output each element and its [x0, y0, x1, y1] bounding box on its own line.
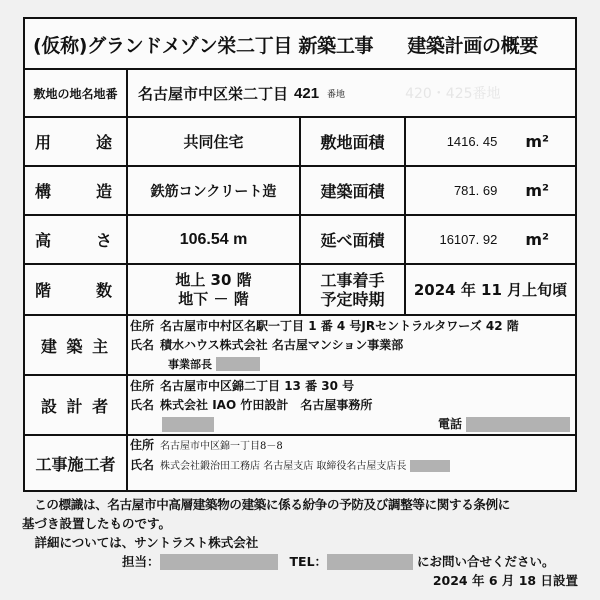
use-label-a: 用 [35, 133, 52, 152]
site-value [128, 70, 575, 116]
floors-above: 地上 30 階 [175, 270, 252, 289]
contractor-address-key: 住所 [130, 438, 155, 452]
site-covered-text: 420・425番地 [405, 86, 501, 102]
structure-label [25, 167, 126, 214]
site-lot-suffix: 番地 [327, 89, 346, 100]
redacted-designer-representative [162, 417, 214, 432]
floors-below: 地下 － 階 [178, 289, 249, 308]
use-label-b: 途 [95, 133, 112, 152]
owner-name-key: 氏名 [130, 337, 155, 352]
site-label: 敷地の地名地番 [33, 86, 118, 101]
designer-address: 名古屋市中区錦二丁目 13 番 30 号 [160, 378, 355, 393]
schedule-label-line1: 工事着手 [320, 270, 385, 290]
inquiry-text: にお問い合せください。 [417, 554, 555, 569]
building-area-label: 建築面積 [320, 182, 385, 201]
owner-name: 積水ハウス株式会社 名古屋マンション事業部 [160, 337, 404, 352]
structure-label-b: 造 [95, 182, 112, 201]
contractor-address: 名古屋市中区錦一丁目8－8 [160, 441, 283, 452]
site-address: 名古屋市中区栄二丁目 [138, 84, 289, 103]
designer-name-key: 氏名 [130, 397, 155, 412]
contractor-label: 工事施工者 [35, 454, 116, 474]
owner-title: 事業部長 [168, 357, 212, 371]
contractor-name: 株式会社鍛治田工務店 名古屋支店 取締役名古屋支店長 [160, 461, 407, 472]
height-value: 106.54 m [179, 230, 248, 248]
structure-label-a: 構 [35, 182, 52, 201]
designer-label: 設 計 者 [40, 396, 111, 416]
use-label [25, 118, 126, 165]
owner-address-key: 住所 [130, 318, 155, 333]
project-name: (仮称)グランドメゾン栄二丁目 新築工事 [33, 35, 374, 57]
redacted-contractor-representative [410, 460, 450, 472]
ordinance-notice [22, 495, 582, 590]
site-area-value: 1416. 45 [446, 134, 498, 149]
building-area-value-cell [406, 167, 575, 214]
site-area-label: 敷地面積 [320, 133, 385, 152]
total-floor-area-label: 延べ面積 [320, 231, 385, 250]
contractor-name-key: 氏名 [130, 458, 155, 472]
floors-label-a: 階 [35, 281, 52, 300]
owner-details [130, 316, 575, 374]
designer-address-key: 住所 [130, 378, 155, 393]
notice-line1: この標識は、名古屋市中高層建築物の建築に係る紛争の予防及び調整等に関する条例に [22, 497, 511, 512]
height-label [25, 216, 126, 263]
schedule-label [301, 265, 404, 314]
floors-label-b: 数 [95, 281, 112, 300]
designer-details [130, 376, 575, 434]
contact-person-label: 担当： [122, 554, 160, 569]
contractor-details [130, 436, 575, 476]
total-floor-area-value-cell [406, 216, 575, 263]
owner-address: 名古屋市中村区名駅一丁目 1 番 4 号JRセントラルタワーズ 42 階 [160, 318, 519, 333]
plan-summary-table [23, 17, 577, 492]
total-floor-area-unit: m² [525, 230, 549, 249]
schedule-label-line2: 予定時期 [320, 289, 385, 309]
building-area-value: 781. 69 [453, 183, 498, 198]
floors-label [25, 265, 126, 314]
redacted-contact-person [160, 554, 278, 570]
designer-phone-label: 電話 [437, 416, 462, 431]
installation-date: 2024 年 6 月 18 日設置 [432, 573, 578, 588]
redacted-designer-phone [466, 417, 570, 432]
schedule-value: 2024 年 11 月上旬頃 [413, 281, 568, 299]
site-lot-number: 421 [294, 84, 320, 102]
owner-label: 建 築 主 [40, 336, 111, 356]
total-floor-area-value: 16107. 92 [439, 232, 498, 247]
tel-label: TEL： [289, 554, 328, 569]
redacted-owner-representative [216, 357, 260, 371]
designer-name: 株式会社 IAO 竹田設計 名古屋事務所 [160, 397, 373, 412]
site-area-value-cell [406, 118, 575, 165]
use-value: 共同住宅 [183, 133, 244, 151]
floors-value [128, 265, 299, 314]
notice-line3: 詳細については、サントラスト株式会社 [22, 535, 259, 550]
notice-line2: 基づき設置したものです。 [22, 516, 172, 531]
sign-title: 建築計画の概要 [407, 35, 539, 57]
height-label-b: さ [95, 231, 112, 250]
height-label-a: 高 [35, 231, 52, 250]
sign-title-row [25, 19, 575, 70]
site-area-unit: m² [525, 132, 549, 151]
structure-value: 鉄筋コンクリート造 [150, 183, 277, 200]
building-area-unit: m² [525, 181, 549, 200]
contact-line [22, 552, 582, 571]
redacted-tel [327, 554, 413, 570]
